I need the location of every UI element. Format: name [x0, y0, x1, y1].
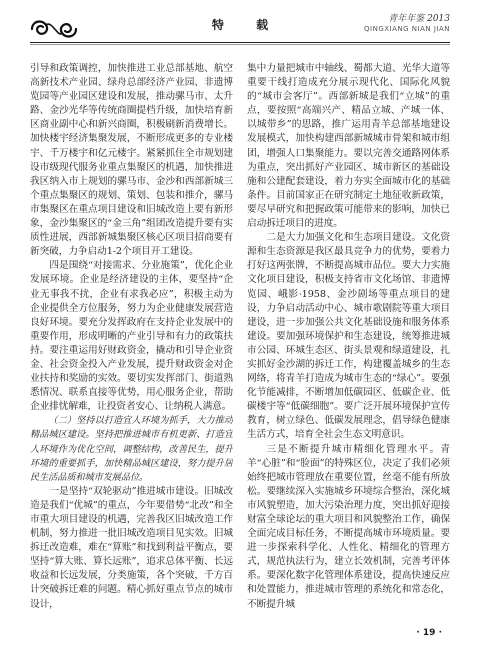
subsection-heading-paragraph: （二）坚持以打造宜人环境为抓手，大力推动精品城区建设。坚持把推进城市有机更新、打造宜人环境作为优化空间，调整结构，改善民生，提升环境的重要抓手，加快精品城区建设，努力提升居民生活品质和城市发展品位。: [30, 415, 233, 483]
body-paragraph: 集中力量把城市中轴线、蜀都大道、光华大道等重要干线打造成充分展示现代化、国际化风貌的“城市会客厅”。西部新城是我们“立城”的重点，要按照“高端兴产、精品立城、产城一体、以城带乡”的思路，推广运用青羊总部基地建设发展模式，加快构建西部新城城市骨架和城市组团，增强人口集聚能力。要以完善交通路网体系为重点，突出抓好产业园区、城市新区的基础设施和公建配套建设，着力夯实全面城市化的基础条件。目前国家正在研究制定土地征收新政策，要尽早研究和把握政策可能带来的影响，加快已启动拆迁项目的进度。: [247, 63, 450, 230]
section-title: 特 载: [211, 18, 283, 32]
body-paragraph: 四是围绕“对接需求、分业施策”，优化企业发展环境。企业是经济建设的主体，要坚持“企业无事我不扰，企业有求我必应”，积极主动为企业提供全方位服务，努力为企业健康发展营造良好环境。要充分发挥政府在支持企业发展中的重要作用，形成明晰的产业引导和有力的政策扶持。要注重运用好财政资金，撬动和引导企业资金、社会资金投入产业发展，提升财政资金对企业扶持和奖励的实效。要切实发挥部门、街道熟悉情况、联系直接等优势，用心服务企业，帮助企业排忧解难，让投资者安心、让纳税人满意。: [30, 260, 233, 413]
body-paragraph: 二是大力加强文化和生态项目建设。文化资源和生态资源是我区最具竞争力的优势，要着力打好这两张牌，不断提高城市品位。要大力实施文化项目建设，积极支持省市文化场馆、非遗博览园、峨影·1958、金沙剧场等重点项目的建设，力争启动活动中心、城市歌剧院等重大项目建设，进一步加强公共文化基础设施和服务体系建设。要加强环境保护和生态建设，统筹推进城市公园、环城生态区、街头景观和绿道建设，扎实抓好金沙湖的拆迁工作，构建覆盖城乡的生态网络，将青羊打造成为城市生态的“绿心”。要强化节能减排，不断增加低碳园区、低碳企业、低碳楼宇等“低碳细胞”。要广泛开展环境保护宣传教育，树立绿色、低碳发展理念，倡导绿色健康生活方式，培育全社会生态文明意识。: [247, 232, 450, 441]
header-rule-thin: [30, 44, 450, 45]
journal-name-en: QINGXIANG NIAN JIAN: [364, 25, 450, 33]
journal-name-cn: 青年年鉴 2013: [388, 14, 450, 24]
page-header: [0, 0, 480, 52]
header-rule: [30, 42, 450, 43]
body-paragraph: 三是不断提升城市精细化管理水平。青羊“心脏”和“脸面”的特殊区位，决定了我们必须始终把城市管理放在重要位置，丝毫不能有所放松。要继续深入实施城乡环境综合整治，深化城市风貌塑造，加大污染治理力度，突出抓好迎接财富全球论坛的重大项目和风貌整治工作，确保全面完成目标任务，不断提高城市环境质量。要进一步探索科学化、人性化、精细化的管理方式，规范执法行为，建立长效机制，完善考评体系。要深化数字化管理体系建设，提高快速反应和处置能力，推进城市管理的系统化和常态化，不断提升城: [247, 443, 450, 610]
body-paragraph: 引导和政策调控，加快推进工业总部基地、航空高新技术产业园、绿舟总部经济产业园、非遗博览园等产业园区建设和发展，推动骡马市、太升路、金沙光华等传统商圈提档升级，加快培育新区商业副中心和新兴商圈，积极刷新消费增长。加快楼宇经济集聚发展，不断形成更多的专业楼宇、千万楼宇和亿元楼宇。紧紧抓住全市规划建设市级现代服务业重点集聚区的机遇，加快推进我区纳入市上规划的骡马市、金沙和西部新城三个重点集聚区的规划、策划、包装和推介，骡马市集聚区在重点项目建设和旧城改造上要有新形象，金沙集聚区的“金三角”组团改造提升要有实质性进展，西部新城集聚区核心区项目招商要有新突破，力争启动1-2个项目开工建设。: [30, 63, 233, 258]
journal-name: [364, 14, 450, 34]
left-column: [30, 62, 233, 617]
body-paragraph: 一是坚持“双轮驱动”推进城市建设。旧城改造是我们“优城”的重点，今年要借势“北改”和全市重大项目建设的机遇，完善我区旧城改造工作机制，努力推进一批旧城改造项目见实效。旧城拆迁改造难，难在“算账”和找到利益平衡点，要坚持“算大账、算长远账”，追求总体平衡、长远收益和长远发展，分类施策，各个突破，千方百计突破拆迁难的问题。精心抓好重点节点的城市设计，: [30, 485, 233, 610]
page-number: · 19 ·: [416, 628, 442, 638]
right-column: [247, 62, 450, 617]
